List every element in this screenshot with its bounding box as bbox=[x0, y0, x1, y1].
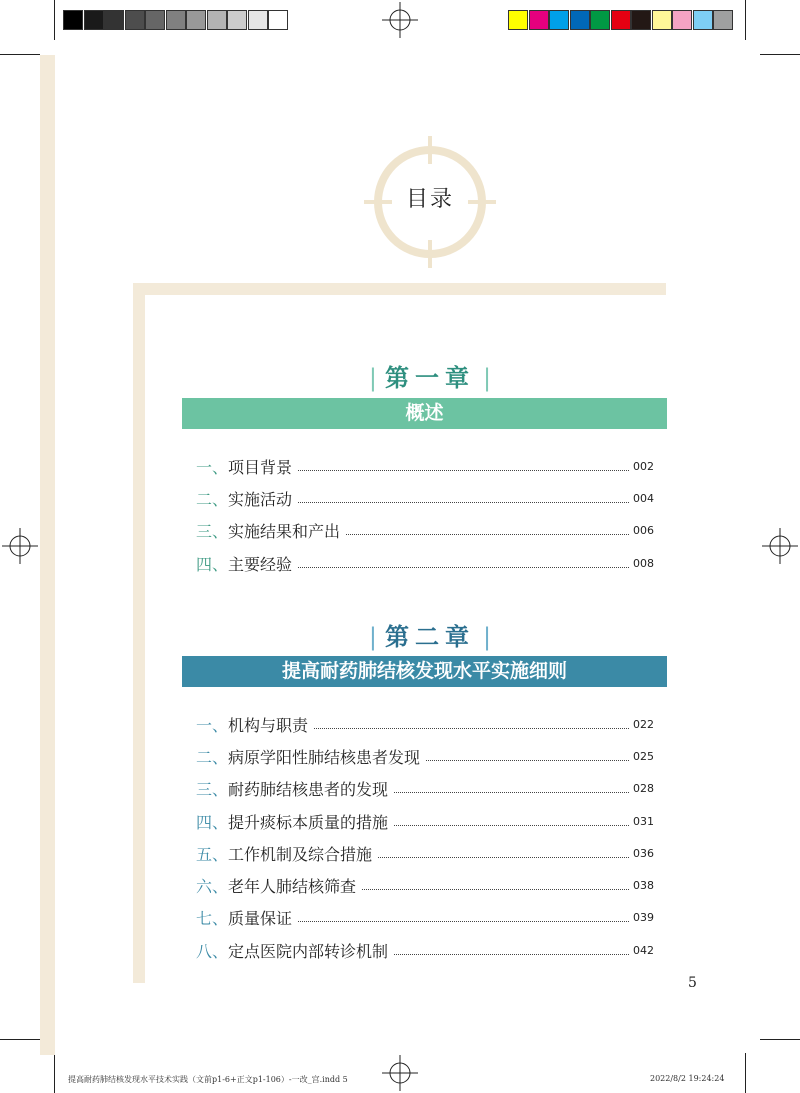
registration-mark-bottom-icon bbox=[380, 1053, 420, 1093]
chapter-1-title-banner: 概述 bbox=[182, 398, 667, 429]
toc-entry-number: 一、 bbox=[196, 457, 229, 477]
decorative-frame-top bbox=[133, 283, 666, 295]
color-swatch bbox=[672, 10, 692, 30]
toc-entry[interactable] bbox=[196, 805, 654, 837]
toc-entry[interactable] bbox=[196, 482, 654, 514]
color-swatch bbox=[631, 10, 651, 30]
color-swatch bbox=[508, 10, 528, 30]
color-swatch bbox=[590, 10, 610, 30]
toc-entry[interactable] bbox=[196, 837, 654, 869]
dot-leader bbox=[378, 857, 629, 858]
color-swatch bbox=[529, 10, 549, 30]
color-swatch bbox=[570, 10, 590, 30]
color-swatch bbox=[652, 10, 672, 30]
toc-entry-number: 四、 bbox=[196, 554, 229, 574]
toc-entry-title: 耐药肺结核患者的发现 bbox=[228, 780, 389, 800]
toc-entry-number: 二、 bbox=[196, 489, 229, 509]
toc-entry[interactable] bbox=[196, 902, 654, 934]
toc-entry-page: 036 bbox=[633, 846, 654, 860]
dot-leader bbox=[298, 502, 629, 503]
color-swatch bbox=[125, 10, 145, 30]
toc-entry[interactable] bbox=[196, 547, 654, 579]
page-title: 目录 bbox=[405, 187, 454, 212]
chapter-1-toc-list bbox=[196, 450, 654, 579]
toc-entry-title: 老年人肺结核筛查 bbox=[228, 877, 357, 897]
toc-entry-number: 四、 bbox=[196, 812, 229, 832]
color-swatch bbox=[145, 10, 165, 30]
registration-mark-right-icon bbox=[760, 526, 800, 566]
dot-leader bbox=[426, 760, 629, 761]
toc-entry-number: 七、 bbox=[196, 909, 229, 929]
print-slug-filename: 提高耐药肺结核发现水平技术实践（文前p1-6+正文p1-106）-一改_宫.indd 5 bbox=[68, 1075, 348, 1084]
toc-entry-number: 三、 bbox=[196, 522, 229, 542]
toc-entry-title: 实施结果和产出 bbox=[228, 522, 341, 542]
toc-entry-page: 022 bbox=[633, 717, 654, 731]
toc-entry-number: 五、 bbox=[196, 844, 229, 864]
toc-entry[interactable] bbox=[196, 773, 654, 805]
toc-entry[interactable] bbox=[196, 450, 654, 482]
chapter-1-label: | 第一章 | bbox=[368, 364, 492, 392]
registration-mark-top-icon bbox=[380, 0, 420, 40]
decorative-spine-band bbox=[40, 55, 55, 1055]
dot-leader bbox=[314, 728, 629, 729]
toc-entry-number: 二、 bbox=[196, 747, 229, 767]
color-swatch bbox=[268, 10, 288, 30]
registration-mark-left-icon bbox=[0, 526, 40, 566]
color-swatch bbox=[248, 10, 268, 30]
color-swatch bbox=[186, 10, 206, 30]
chapter-2-label: | 第二章 | bbox=[368, 623, 492, 651]
toc-entry-page: 038 bbox=[633, 879, 654, 893]
chapter-2-title-banner: 提高耐药肺结核发现水平实施细则 bbox=[182, 656, 667, 687]
toc-entry-title: 定点医院内部转诊机制 bbox=[228, 941, 389, 961]
dot-leader bbox=[298, 470, 629, 471]
color-swatch bbox=[63, 10, 83, 30]
toc-entry-title: 项目背景 bbox=[228, 457, 293, 477]
toc-entry[interactable] bbox=[196, 740, 654, 772]
toc-entry-number: 八、 bbox=[196, 941, 229, 961]
toc-entry[interactable] bbox=[196, 934, 654, 966]
chapter-2-toc-list bbox=[196, 708, 654, 966]
color-swatch bbox=[207, 10, 227, 30]
toc-entry-page: 031 bbox=[633, 814, 654, 828]
toc-entry[interactable] bbox=[196, 869, 654, 901]
dot-leader bbox=[394, 825, 629, 826]
toc-entry-title: 工作机制及综合措施 bbox=[228, 844, 373, 864]
color-swatch bbox=[549, 10, 569, 30]
page-number: 5 bbox=[688, 975, 697, 991]
toc-entry-page: 008 bbox=[633, 556, 654, 570]
toc-entry[interactable] bbox=[196, 515, 654, 547]
toc-entry-number: 一、 bbox=[196, 715, 229, 735]
color-swatch bbox=[104, 10, 124, 30]
dot-leader bbox=[298, 567, 629, 568]
print-slug-timestamp: 2022/8/2 19:24:24 bbox=[650, 1074, 725, 1083]
color-swatch bbox=[84, 10, 104, 30]
toc-entry-page: 002 bbox=[633, 459, 654, 473]
toc-entry-number: 三、 bbox=[196, 780, 229, 800]
decorative-frame-left bbox=[133, 283, 145, 983]
color-swatch bbox=[693, 10, 713, 30]
toc-entry-page: 004 bbox=[633, 491, 654, 505]
toc-entry-page: 006 bbox=[633, 524, 654, 538]
toc-entry-page: 028 bbox=[633, 782, 654, 796]
toc-entry-title: 实施活动 bbox=[228, 489, 293, 509]
toc-entry-page: 025 bbox=[633, 749, 654, 763]
toc-entry-number: 六、 bbox=[196, 877, 229, 897]
color-swatch bbox=[713, 10, 733, 30]
dot-leader bbox=[394, 954, 629, 955]
chapter-2-label-text: 第二章 bbox=[385, 623, 475, 651]
toc-entry-title: 质量保证 bbox=[228, 909, 293, 929]
toc-entry-page: 039 bbox=[633, 911, 654, 925]
color-swatch bbox=[227, 10, 247, 30]
toc-entry-title: 机构与职责 bbox=[228, 715, 309, 735]
dot-leader bbox=[298, 921, 629, 922]
color-swatch bbox=[611, 10, 631, 30]
toc-entry-title: 主要经验 bbox=[228, 554, 293, 574]
color-swatch bbox=[166, 10, 186, 30]
dot-leader bbox=[362, 889, 629, 890]
toc-entry-page: 042 bbox=[633, 943, 654, 957]
toc-entry-title: 提升痰标本质量的措施 bbox=[228, 812, 389, 832]
toc-entry-title: 病原学阳性肺结核患者发现 bbox=[228, 747, 421, 767]
dot-leader bbox=[346, 534, 629, 535]
chapter-1-label-text: 第一章 bbox=[385, 364, 475, 392]
toc-entry[interactable] bbox=[196, 708, 654, 740]
dot-leader bbox=[394, 792, 629, 793]
